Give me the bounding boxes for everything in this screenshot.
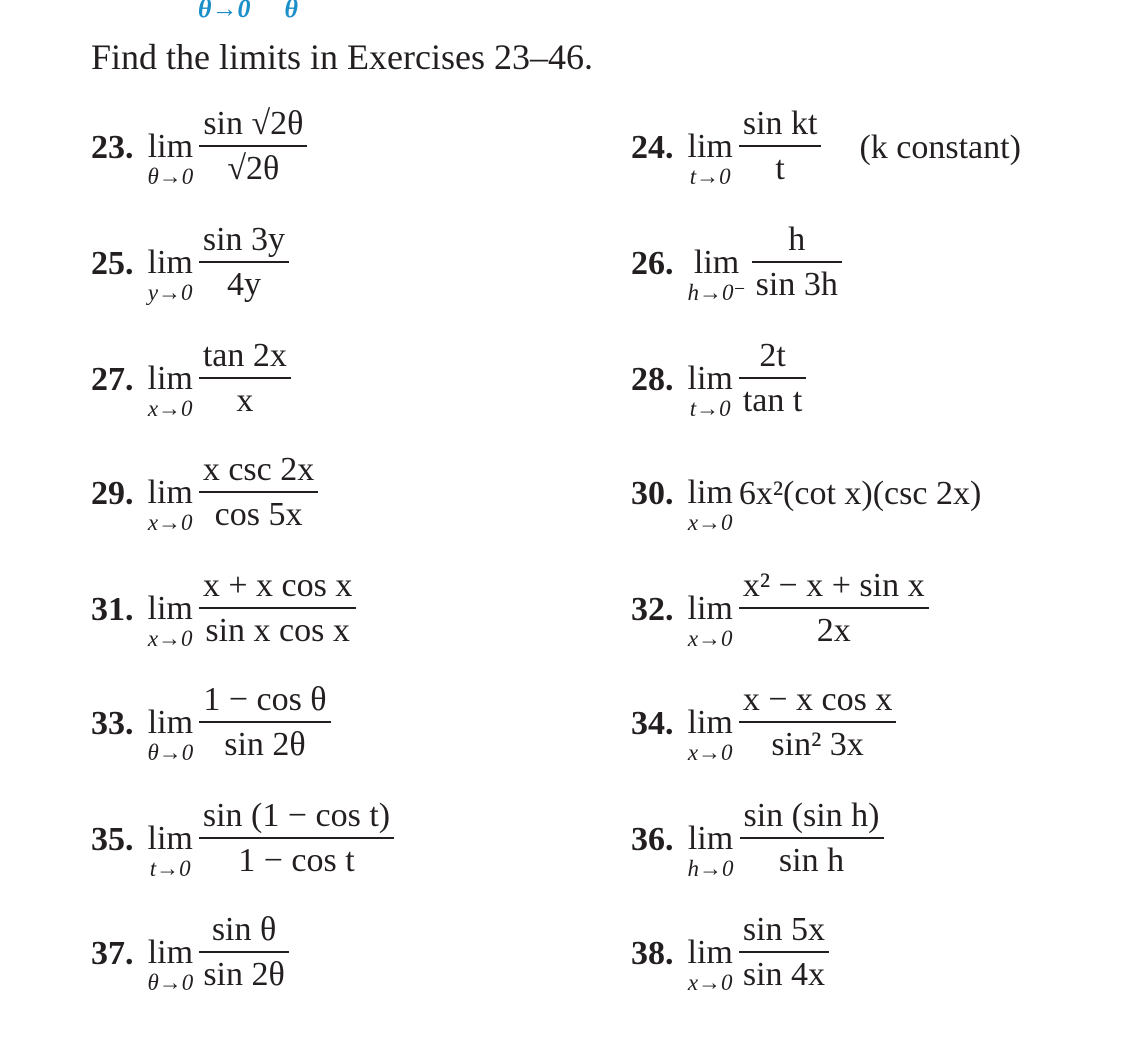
- limit-approach: x→0: [147, 625, 193, 651]
- limit-operator: [687, 933, 733, 996]
- fraction-denominator: sin 2θ: [224, 725, 306, 763]
- exercise-number: 38.: [631, 935, 674, 972]
- fraction-bar: [199, 607, 357, 609]
- lim-word: lim: [147, 703, 194, 741]
- exercise-heading: Find the limits in Exercises 23–46.: [91, 37, 593, 77]
- fraction-denominator: sin x cos x: [205, 611, 350, 649]
- exercise-item: [631, 904, 829, 1004]
- exercise-item: [91, 444, 318, 544]
- exercise-number: 29.: [91, 475, 134, 512]
- limit-operator: [147, 589, 193, 652]
- fraction-numerator: x + x cos x: [202, 567, 353, 605]
- fraction-bar: [199, 261, 289, 263]
- fraction-denominator: sin 2θ: [203, 955, 285, 993]
- fraction: [739, 104, 822, 188]
- lim-word: lim: [147, 127, 194, 165]
- fraction-denominator: sin 3h: [755, 265, 838, 303]
- lim-word: lim: [147, 589, 193, 627]
- limit-operator: [687, 127, 733, 190]
- lim-word: lim: [687, 589, 733, 627]
- limit-operator: [147, 127, 194, 190]
- fraction-numerator: x² − x + sin x: [742, 567, 925, 605]
- exercise-number: 32.: [631, 591, 674, 628]
- fraction: [739, 336, 806, 420]
- fragment-variable: θ: [284, 0, 298, 23]
- lim-word: lim: [147, 933, 194, 971]
- exercise-number: 23.: [91, 129, 134, 166]
- exercise-number: 24.: [631, 129, 674, 166]
- lim-word: lim: [687, 127, 733, 165]
- limit-approach: h→0: [687, 855, 734, 881]
- fraction-bar: [199, 951, 288, 953]
- exercise-number: 28.: [631, 361, 674, 398]
- limit-approach: h→0⁻: [687, 279, 746, 305]
- limit-approach: t→0: [689, 395, 731, 421]
- limit-approach: x→0: [147, 509, 193, 535]
- fraction-bar: [752, 261, 842, 263]
- limit-approach: x→0: [687, 509, 733, 535]
- fraction-numerator: h: [788, 221, 806, 259]
- limit-operator: [687, 473, 733, 536]
- fraction-bar: [739, 721, 897, 723]
- fraction-numerator: sin 3y: [202, 221, 286, 259]
- exercise-item: [91, 330, 291, 430]
- limit-approach: x→0: [147, 395, 193, 421]
- exercise-item: [91, 674, 331, 774]
- exercise-item: [631, 98, 1021, 198]
- limit-operator: [687, 703, 733, 766]
- limit-approach: y→0: [147, 279, 193, 305]
- fraction: [199, 796, 394, 880]
- limit-approach: x→0: [687, 625, 733, 651]
- exercise-item: [91, 214, 289, 314]
- exercise-number: 26.: [631, 245, 674, 282]
- exercise-number: 31.: [91, 591, 134, 628]
- fraction-numerator: sin 5x: [742, 911, 826, 949]
- exercise-item: [631, 674, 896, 774]
- limit-approach: t→0: [689, 163, 731, 189]
- lim-word: lim: [687, 819, 734, 857]
- fraction: [199, 220, 289, 304]
- fraction-numerator: x csc 2x: [202, 451, 315, 489]
- limit-operator: [687, 359, 733, 422]
- fraction: [199, 680, 330, 764]
- fraction-numerator: sin √2θ: [203, 105, 304, 143]
- lim-word: lim: [687, 933, 733, 971]
- fraction-bar: [199, 837, 394, 839]
- fraction: [739, 910, 829, 994]
- limit-operator: [147, 359, 193, 422]
- fraction-denominator: 4y: [226, 265, 261, 303]
- lim-word: lim: [687, 359, 733, 397]
- fraction-bar: [739, 607, 929, 609]
- fraction-denominator: √2θ: [227, 149, 280, 187]
- fraction-bar: [199, 377, 291, 379]
- limit-operator: [687, 589, 733, 652]
- fraction-numerator: sin (sin h): [743, 797, 880, 835]
- lim-word: lim: [147, 819, 193, 857]
- previous-exercise-fragment: [198, 0, 298, 24]
- limit-operator: [687, 243, 746, 306]
- lim-word: lim: [147, 473, 193, 511]
- fraction-denominator: 1 − cos t: [238, 841, 355, 879]
- fraction-denominator: cos 5x: [214, 495, 303, 533]
- limit-expression: 6x²(cot x)(csc 2x): [738, 475, 982, 512]
- fraction-bar: [199, 491, 318, 493]
- fraction-numerator: tan 2x: [202, 337, 287, 375]
- limit-operator: [147, 933, 194, 996]
- exercise-number: 36.: [631, 821, 674, 858]
- exercise-item: [91, 98, 307, 198]
- fraction-bar: [199, 721, 330, 723]
- lim-word: lim: [687, 703, 733, 741]
- fraction-bar: [739, 145, 822, 147]
- exercise-item: [91, 904, 289, 1004]
- limit-operator: [147, 243, 193, 306]
- fraction: [740, 796, 884, 880]
- exercise-number: 30.: [631, 475, 674, 512]
- exercise-number: 27.: [91, 361, 134, 398]
- fraction-bar: [739, 377, 806, 379]
- lim-word: lim: [147, 243, 193, 281]
- fraction-denominator: sin h: [778, 841, 845, 879]
- fraction: [199, 910, 288, 994]
- fraction-bar: [739, 951, 829, 953]
- limit-operator: [147, 473, 193, 536]
- exercise-number: 25.: [91, 245, 134, 282]
- fraction: [199, 336, 291, 420]
- limit-approach: θ→0: [147, 163, 194, 189]
- lim-word: lim: [693, 243, 740, 281]
- exercise-item: [631, 330, 806, 430]
- limit-approach: t→0: [149, 855, 191, 881]
- fraction-numerator: x − x cos x: [742, 681, 893, 719]
- fraction-numerator: 1 − cos θ: [203, 681, 327, 719]
- exercise-item: [91, 790, 394, 890]
- fraction-numerator: sin (1 − cos t): [202, 797, 391, 835]
- fraction: [199, 450, 318, 534]
- fraction: [199, 566, 357, 650]
- fraction-bar: [199, 145, 307, 147]
- fraction-denominator: 2x: [816, 611, 851, 649]
- exercise-number: 37.: [91, 935, 134, 972]
- exercise-note: (k constant): [859, 129, 1021, 166]
- fraction-numerator: 2t: [759, 337, 786, 375]
- fraction: [739, 680, 897, 764]
- exercise-number: 35.: [91, 821, 134, 858]
- limit-approach: θ→0: [147, 969, 194, 995]
- limit-approach: x→0: [687, 969, 733, 995]
- exercise-item: [631, 214, 842, 314]
- exercise-item: [631, 790, 884, 890]
- exercise-item: [631, 444, 981, 544]
- fraction: [739, 566, 929, 650]
- limit-approach: x→0: [687, 739, 733, 765]
- fraction: [752, 220, 842, 304]
- fraction-bar: [740, 837, 884, 839]
- fraction-numerator: sin kt: [742, 105, 818, 143]
- lim-word: lim: [147, 359, 193, 397]
- fraction-denominator: t: [775, 149, 785, 187]
- limit-operator: [147, 703, 194, 766]
- exercise-number: 34.: [631, 705, 674, 742]
- fraction-denominator: sin 4x: [742, 955, 826, 993]
- limit-operator: [147, 819, 193, 882]
- fraction: [199, 104, 307, 188]
- fraction-denominator: sin² 3x: [771, 725, 864, 763]
- exercise-number: 33.: [91, 705, 134, 742]
- exercise-item: [631, 560, 929, 660]
- limit-approach: θ→0: [147, 739, 194, 765]
- exercise-item: [91, 560, 356, 660]
- fraction-numerator: sin θ: [211, 911, 277, 949]
- fragment-subscript: θ→0: [198, 0, 251, 23]
- fraction-denominator: tan t: [742, 381, 803, 419]
- limit-operator: [687, 819, 734, 882]
- fraction-denominator: x: [236, 381, 254, 419]
- lim-word: lim: [687, 473, 733, 511]
